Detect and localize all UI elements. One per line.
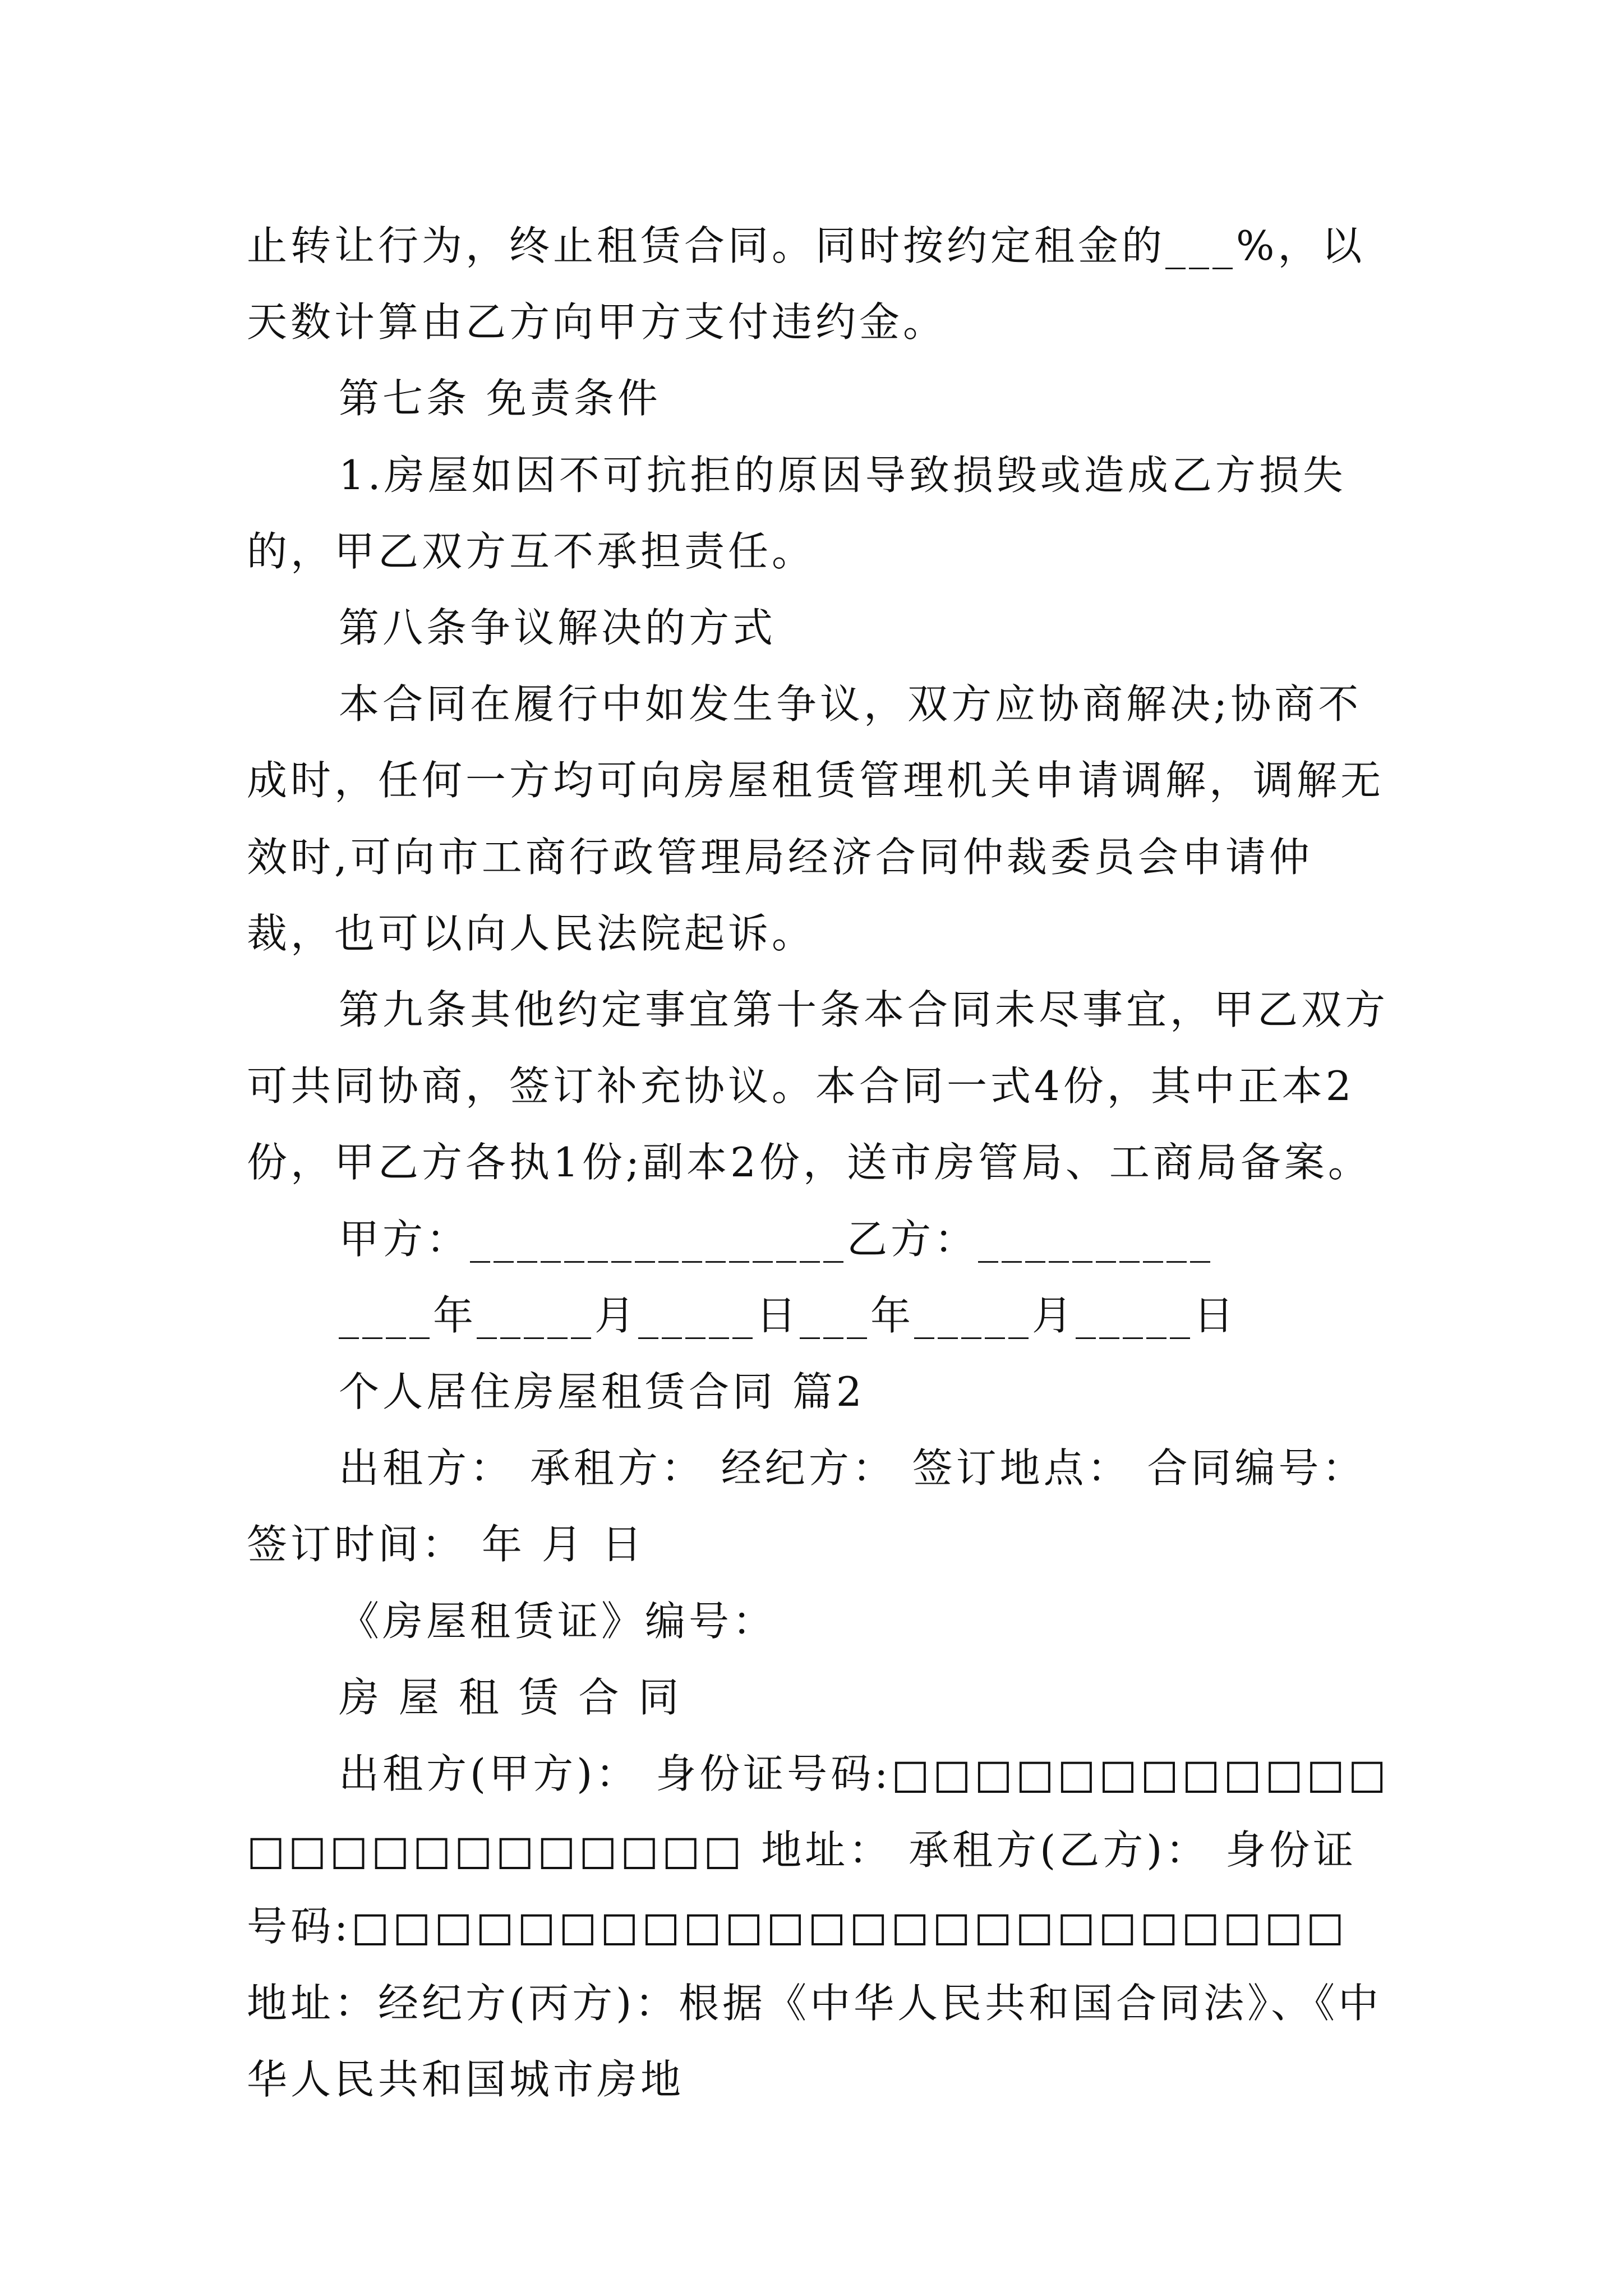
contract-title: 房 屋 租 赁 合 同 [339, 1673, 683, 1721]
section-title-part-2: 个人居住房屋租赁合同 篇2 [339, 1368, 865, 1416]
paragraph-contract-parties-header: 出租方： 承租方： 经纪方： 签订地点： 合同编号：签订时间： 年 月 日 [247, 1444, 1366, 1568]
paragraph-breach-penalty: 止转让行为，终止租赁合同。同时按约定租金的___%，以天数计算由乙方向甲方支付违约金。 [247, 222, 1366, 346]
document-body [247, 208, 1391, 2118]
paragraph-force-majeure: 1.房屋如因不可抗拒的原因导致损毁或造成乙方损失的，甲乙双方互不承担责任。 [247, 451, 1347, 575]
heading-article-8: 第八条争议解决的方式 [339, 604, 777, 652]
paragraph-articles-9-10: 第九条其他约定事宜第十条本合同未尽事宜，甲乙双方可共同协商，签订补充协议。本合同一式4份，其中正本2份，甲乙方各执1份;副本2份，送市房管局、工商局备案。 [247, 986, 1389, 1186]
signature-line-parties: 甲方：________________乙方：__________ [339, 1215, 1214, 1263]
paragraph-dispute-resolution: 本合同在履行中如发生争议，双方应协商解决;协商不成时，任何一方均可向房屋租赁管理机关申请调解，调解无效时,可向市工商行政管理局经济合同仲裁委员会申请仲裁，也可以向人民法院起诉。 [247, 680, 1385, 957]
signature-line-dates: ____年_____月_____日___年_____月_____日 [339, 1291, 1238, 1339]
heading-article-7: 第七条 免责条件 [339, 375, 661, 422]
paragraph-party-details: 出租方(甲方)： 身份证号码:□□□□□□□□□□□□□□□□□□□□□□□□ 地址： 承租方(乙方)： 身份证号码:□□□□□□□□□□□□□□□□□□□□□□□□ 地址：经纪方(丙方)：根据《中华人民共和国合同法》、《中华人民共和国城市房地 [247, 1750, 1390, 2103]
paragraph-lease-certificate-number: 《房屋租赁证》编号： [339, 1597, 777, 1645]
